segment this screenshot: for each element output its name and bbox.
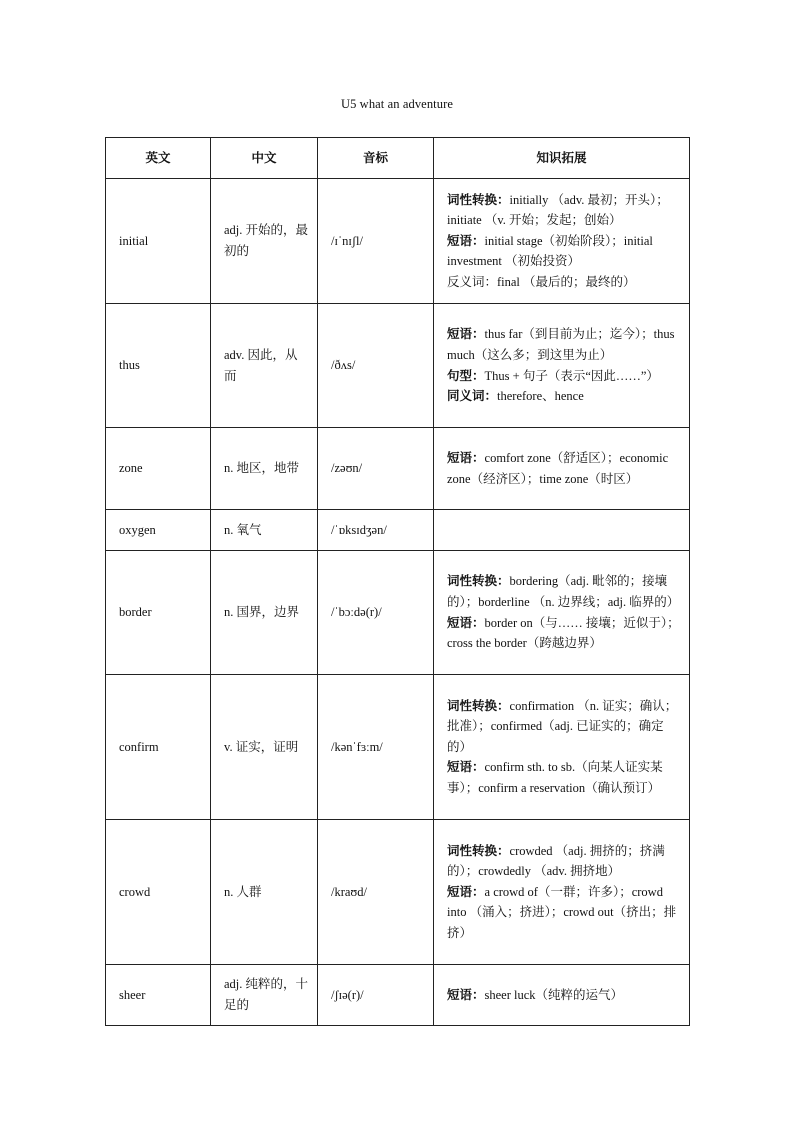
knowledge-label: 句型： <box>447 368 485 383</box>
knowledge-text: confirm sth. to sb.（向某人证实某事）；confirm a reservation（确认预订） <box>447 760 663 795</box>
knowledge-label: 词性转换： <box>447 698 510 713</box>
knowledge-text: 反义词：final （最后的；最终的） <box>447 274 636 289</box>
cell-phonetic: /ʃɪə(r)/ <box>318 965 434 1026</box>
cell-phonetic: /kraʊd/ <box>318 820 434 965</box>
table-row <box>106 179 690 304</box>
knowledge-text: comfort zone（舒适区）；economic zone（经济区）；time zone（时区） <box>447 450 669 486</box>
table-row <box>106 965 690 1026</box>
knowledge-line <box>447 231 681 272</box>
cell-phonetic: /ˈbɔːdə(r)/ <box>318 551 434 675</box>
knowledge-label: 词性转换： <box>447 192 510 207</box>
cell-english: thus <box>106 304 211 428</box>
cell-knowledge <box>434 428 690 510</box>
cell-knowledge <box>434 304 690 428</box>
knowledge-text: crowded （adj. 拥挤的；挤满的）；crowdedly （adv. 拥挤地） <box>447 843 665 879</box>
knowledge-line <box>447 386 681 407</box>
page-title: U5 what an adventure <box>340 97 454 111</box>
knowledge-label: 短语： <box>447 615 485 630</box>
knowledge-line <box>447 366 681 387</box>
cell-knowledge <box>434 820 690 965</box>
header-chinese: 中文 <box>211 138 318 179</box>
cell-knowledge <box>434 510 690 551</box>
cell-chinese: n. 地区，地带 <box>211 428 318 510</box>
knowledge-line <box>447 324 681 365</box>
knowledge-label: 短语： <box>447 987 485 1002</box>
cell-english: oxygen <box>106 510 211 551</box>
knowledge-label: 短语： <box>447 233 485 248</box>
cell-english: initial <box>106 179 211 304</box>
cell-english: zone <box>106 428 211 510</box>
cell-knowledge <box>434 965 690 1026</box>
knowledge-line <box>447 190 681 231</box>
cell-chinese: adv. 因此，从而 <box>211 304 318 428</box>
knowledge-text: border on（与…… 接壤；近似于）；cross the border（跨越边界） <box>447 615 680 651</box>
cell-knowledge <box>434 179 690 304</box>
knowledge-label: 短语： <box>447 760 485 775</box>
knowledge-text: initial stage（初始阶段）；initial investment （初始投资） <box>447 233 653 269</box>
knowledge-line <box>447 272 681 293</box>
knowledge-text: Thus + 句子（表示“因此……”） <box>484 368 659 383</box>
knowledge-label: 短语： <box>447 450 485 465</box>
table-row <box>106 820 690 965</box>
knowledge-text: confirmation （n. 证实；确认；批准）；confirmed（adj. 已证实的；确定的） <box>447 698 678 754</box>
cell-english: sheer <box>106 965 211 1026</box>
cell-phonetic: /zəʊn/ <box>318 428 434 510</box>
knowledge-line <box>447 696 681 758</box>
cell-knowledge <box>434 551 690 675</box>
cell-english: border <box>106 551 211 675</box>
cell-english: crowd <box>106 820 211 965</box>
knowledge-text: thus far（到目前为止；迄今）；thus much（这么多；到这里为止） <box>447 327 675 362</box>
knowledge-line <box>447 448 681 489</box>
table-row <box>106 510 690 551</box>
cell-english: confirm <box>106 675 211 820</box>
header-english: 英文 <box>106 138 211 179</box>
knowledge-line <box>447 985 681 1006</box>
cell-chinese: n. 人群 <box>211 820 318 965</box>
knowledge-line <box>447 613 681 654</box>
knowledge-line <box>447 882 681 944</box>
cell-phonetic: /ˈɒksɪdʒən/ <box>318 510 434 551</box>
table-row <box>106 428 690 510</box>
table-row <box>106 675 690 820</box>
cell-phonetic: /kənˈfɜːm/ <box>318 675 434 820</box>
knowledge-line <box>447 571 681 612</box>
table-row <box>106 304 690 428</box>
knowledge-label: 短语： <box>447 884 485 899</box>
cell-phonetic: /ðʌs/ <box>318 304 434 428</box>
cell-phonetic: /ɪˈnɪʃl/ <box>318 179 434 304</box>
header-phonetic: 音标 <box>318 138 434 179</box>
knowledge-text: bordering（adj. 毗邻的；接壤的）；borderline （n. 边界线；adj. 临界的） <box>447 574 680 609</box>
knowledge-label: 短语： <box>447 327 485 342</box>
table-header-row <box>106 138 690 179</box>
cell-chinese: n. 国界，边界 <box>211 551 318 675</box>
table-row <box>106 551 690 675</box>
vocabulary-table <box>105 137 690 1026</box>
knowledge-label: 同义词： <box>447 389 498 404</box>
knowledge-text: therefore、hence <box>497 389 584 404</box>
cell-chinese: v. 证实，证明 <box>211 675 318 820</box>
knowledge-text: a crowd of（一群；许多）；crowd into （涌入；挤进）；crowd out（挤出；排挤） <box>447 884 677 940</box>
knowledge-line <box>447 841 681 882</box>
cell-knowledge <box>434 675 690 820</box>
cell-chinese: adj. 开始的，最初的 <box>211 179 318 304</box>
cell-chinese: adj. 纯粹的，十足的 <box>211 965 318 1026</box>
cell-chinese: n. 氧气 <box>211 510 318 551</box>
knowledge-text: sheer luck（纯粹的运气） <box>484 987 624 1002</box>
header-knowledge: 知识拓展 <box>434 138 690 179</box>
knowledge-text: initially （adv. 最初；开头）；initiate （v. 开始；发起；创始） <box>447 192 669 228</box>
knowledge-label: 词性转换： <box>447 574 510 589</box>
knowledge-line <box>447 757 681 798</box>
knowledge-label: 词性转换： <box>447 843 510 858</box>
